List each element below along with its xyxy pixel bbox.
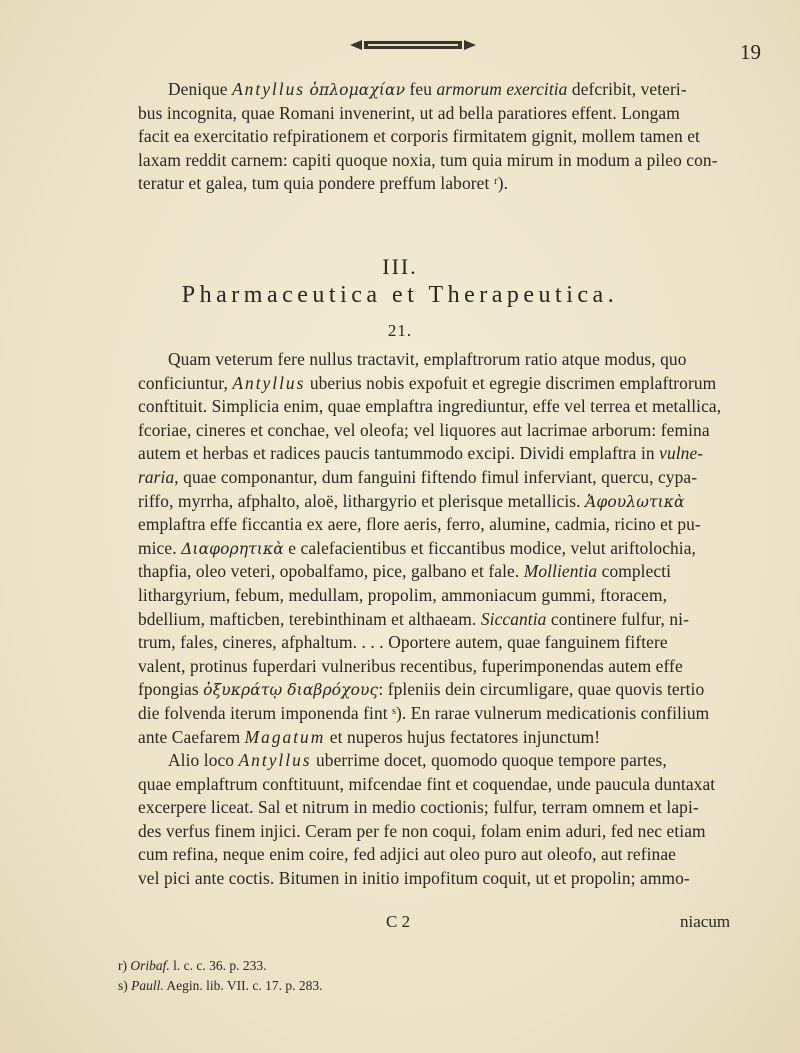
author-name: Antyllus xyxy=(232,79,306,99)
text-run: teratur et galea, tum quia pondere preffum laboret ʳ). xyxy=(138,173,509,194)
text-run: cum refina, neque enim coire, fed adjici aut oleo puro aut oleofo, aut refinae xyxy=(138,844,676,865)
text-run: thapfia, oleo veteri, opobalfamo, pice, galbano et fale. xyxy=(138,561,524,582)
paragraph-number: 21. xyxy=(387,321,413,340)
text-run: mice. xyxy=(138,537,182,558)
text-line xyxy=(138,537,786,561)
text-run: autem et herbas et radices paucis tantummodo excipi. Dividi emplaftra in xyxy=(138,443,660,464)
text-run: , quae componantur, dum fanguini fiftendo fimul inferviant, quercu, cypa- xyxy=(174,466,698,487)
text-run: : fpleniis dein circumligare, quae quovis tertio xyxy=(378,679,705,700)
text-line xyxy=(138,702,786,726)
text-run: bus incognita, quae Romani invenerint, ut ad bella paratiores effent. Longam xyxy=(138,102,680,123)
greek-term: ὁπλομαχίαν xyxy=(309,81,406,99)
text-run: trum, fales, cineres, afphaltum. . . . Oportere autem, quae fanguinem fiftere xyxy=(138,632,668,653)
text-run: die folvenda iterum imponenda fint ˢ). En rarae vulnerum medicationis confilium xyxy=(138,702,710,723)
text-run: emplaftra effe ficcantia ex aere, flore aeris, ferro, alumine, cadmia, ricino et pu- xyxy=(138,514,701,535)
text-run: laxam reddit carnem: capiti quoque noxia, tum quia mirum in modum a pileo con- xyxy=(138,149,718,170)
text-line xyxy=(138,395,786,419)
text-line xyxy=(138,678,786,702)
text-line xyxy=(138,172,786,196)
italic-term: Mollientia xyxy=(523,561,598,582)
text-run: Quam veterum fere nullus tractavit, emplaftrorum ratio atque modus, quo xyxy=(168,349,687,369)
text-run: uberrime docet, quomodo quoque tempore partes, xyxy=(311,750,667,771)
text-run: bdellium, mafticben, terebinthinam et althaeam. xyxy=(138,608,481,629)
text-line xyxy=(138,749,786,773)
italic-term: raria xyxy=(138,466,175,487)
text-run: des verfus finem injici. Ceram per fe non coqui, folam enim aduri, fed nec etiam xyxy=(138,820,706,841)
author-name: Antyllus xyxy=(238,750,312,771)
footnote xyxy=(118,976,518,996)
author-name: Magatum xyxy=(244,726,326,747)
text-run: quae emplaftrum conftituunt, mifcendae fint et coquendae, unde paucula duntaxat xyxy=(138,773,716,794)
text-run: defcribit, veteri- xyxy=(567,79,687,99)
text-run: lithargyrium, febum, medullam, propolim, ammoniacum gummi, ftoracem, xyxy=(138,584,668,605)
text-line xyxy=(138,149,786,173)
text-line xyxy=(138,560,786,584)
text-run: et nuperos hujus fectatores injunctum! xyxy=(325,726,601,747)
ornament-headpiece-icon xyxy=(348,38,478,52)
text-line xyxy=(138,513,786,537)
text-line xyxy=(138,466,786,490)
section-title: Pharmaceutica et Therapeutica. xyxy=(181,282,619,308)
footnote-source: Oribaf. xyxy=(130,958,170,973)
footnotes xyxy=(118,956,518,996)
text-line xyxy=(138,102,786,126)
signature-mark: C 2 xyxy=(386,912,411,931)
text-line xyxy=(138,631,786,655)
page-number: 19 xyxy=(740,40,761,64)
text-line xyxy=(138,125,786,149)
footnote-reference: Aegin. lib. VII. c. 17. p. 283. xyxy=(163,978,323,993)
italic-term: armorum exercitia xyxy=(436,79,568,99)
text-line xyxy=(138,655,786,679)
text-run: feu xyxy=(405,79,437,99)
text-run: uberius nobis expofuit et egregie discrimen emplaftrorum xyxy=(305,372,717,393)
text-line xyxy=(138,820,786,844)
paragraph-emplastra xyxy=(138,348,786,891)
text-line xyxy=(138,419,786,443)
text-run: continere fulfur, ni- xyxy=(546,608,689,629)
footnote xyxy=(118,956,518,976)
text-run: excerpere liceat. Sal et nitrum in medio coctionis; fulfur, terram omnem et lapi- xyxy=(138,797,699,818)
text-line xyxy=(138,372,786,396)
text-line xyxy=(138,773,786,797)
text-run: riffo, myrrha, afphalto, aloë, lithargyrio et plerisque metallicis. xyxy=(138,490,586,511)
text-run: vel pici ante coctis. Bitumen in initio impofitum coquit, ut et propolin; ammo- xyxy=(138,868,690,889)
text-run: conftituit. Simplicia enim, quae emplaftra ingrediuntur, effe vel terrea et metallica, xyxy=(138,396,722,417)
greek-term: Ἀφουλωτικὰ xyxy=(585,492,685,511)
text-run: fcoriae, cineres et conchae, vel oleofa; vel liquores aut lacrimae arborum: femina xyxy=(138,419,710,440)
footnote-reference: l. c. c. 36. p. 233. xyxy=(169,958,267,973)
catchword: niacum xyxy=(680,912,731,931)
text-line xyxy=(138,726,786,750)
text-run: complecti xyxy=(597,561,672,582)
text-line xyxy=(138,584,786,608)
greek-term: ὀξυκράτῳ διαβρόχους xyxy=(203,681,379,700)
footnote-source: Paull. xyxy=(131,978,164,993)
text-run: valent, protinus fuperdari vulneribus recentibus, fuperimponendas autem effe xyxy=(138,655,683,676)
text-line xyxy=(138,490,786,514)
text-run: facit ea exercitatio refpirationem et corporis firmitatem gignit, mollem tamen et xyxy=(138,126,700,147)
text-run: Alio loco xyxy=(168,750,239,771)
paragraph-antyllus-exercise xyxy=(138,78,786,196)
text-line xyxy=(138,867,786,891)
text-run: conficiuntur, xyxy=(138,372,233,393)
text-run: ante Caefarem xyxy=(138,726,245,747)
text-run: Denique xyxy=(168,79,233,99)
text-run: e calefacientibus et ficcantibus modice, velut ariftolochia, xyxy=(283,537,697,558)
footnote-mark: s) xyxy=(118,978,132,993)
text-run: fpongias xyxy=(138,679,204,700)
section-number: III. xyxy=(382,254,418,279)
text-line xyxy=(138,843,786,867)
italic-term: vulne- xyxy=(659,443,704,464)
italic-term: Siccantia xyxy=(480,608,547,629)
text-line xyxy=(138,442,786,466)
text-line xyxy=(138,78,786,102)
text-line xyxy=(138,796,786,820)
footnote-mark: r) xyxy=(118,958,131,973)
greek-term: Διαφορητικὰ xyxy=(181,539,284,558)
author-name: Antyllus xyxy=(232,372,306,393)
text-line xyxy=(138,348,786,372)
text-line xyxy=(138,608,786,632)
